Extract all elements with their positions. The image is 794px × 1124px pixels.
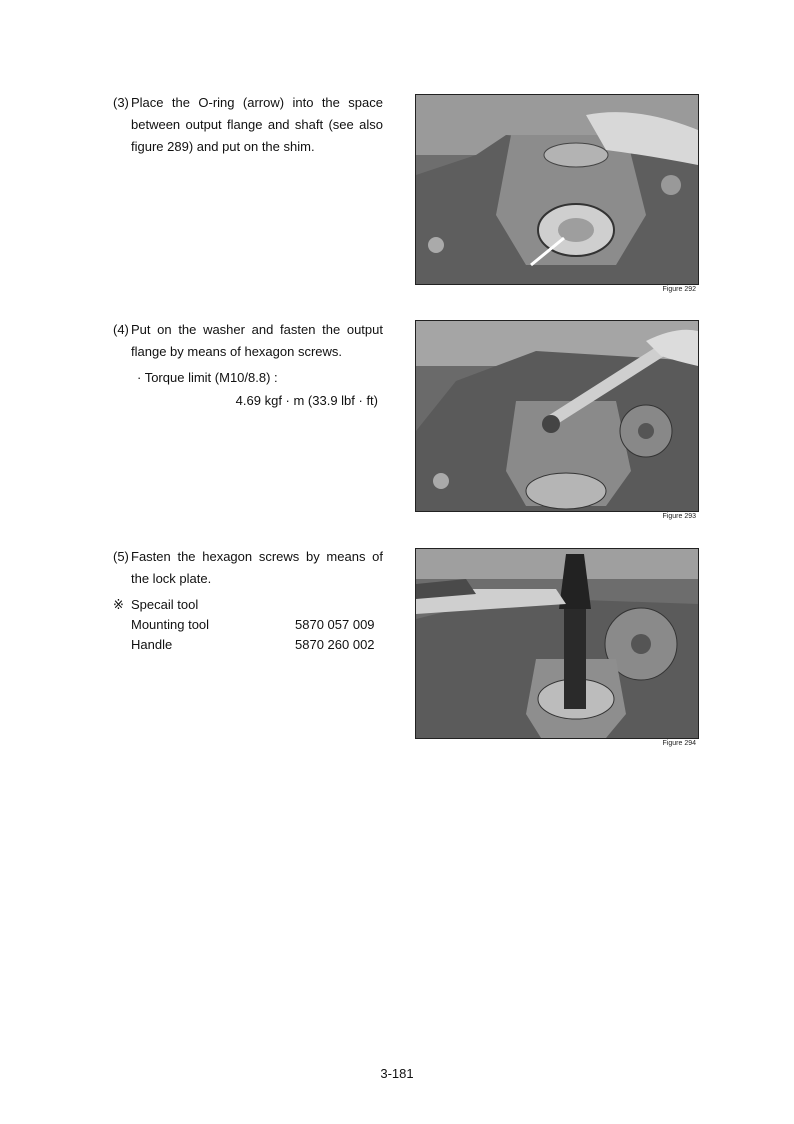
step-4 [113,319,383,365]
figure-293-photo [415,320,699,512]
figure-294-caption: Figure 294 [662,740,696,747]
tool-number-handle: 5870 260 002 [295,637,375,652]
figure-292-photo [415,94,699,285]
figure-292-caption: Figure 292 [662,286,696,293]
tool-number-mounting-tool: 5870 057 009 [295,617,375,632]
tool-name-mounting-tool: Mounting tool [131,617,210,632]
torque-limit-label: · Torque limit (M10/8.8) : [137,370,278,385]
step-4-text: Put on the washer and fasten the output flange by means of hexagon screws. [131,322,383,359]
step-3-number: (3) [113,95,129,110]
step-3-text: Place the O-ring (arrow) into the space between output flange and shaft (see also figure 289) and put on the shim. [131,95,383,154]
special-tool-title: Specail tool [131,597,199,612]
figure-294-photo [415,548,699,739]
step-4-number: (4) [113,322,129,337]
step-5 [113,546,383,592]
figure-293-caption: Figure 293 [662,513,696,520]
torque-limit-value: 4.69 kgf · m (33.9 lbf · ft) [235,393,378,408]
page-number: 3-181 [380,1066,414,1081]
step-5-text: Fasten the hexagon screws by means of the lock plate. [131,549,383,586]
tool-name-handle: Handle [131,637,173,652]
step-3 [113,92,383,162]
special-tool-mark: ※ [113,597,124,612]
step-5-number: (5) [113,549,129,564]
